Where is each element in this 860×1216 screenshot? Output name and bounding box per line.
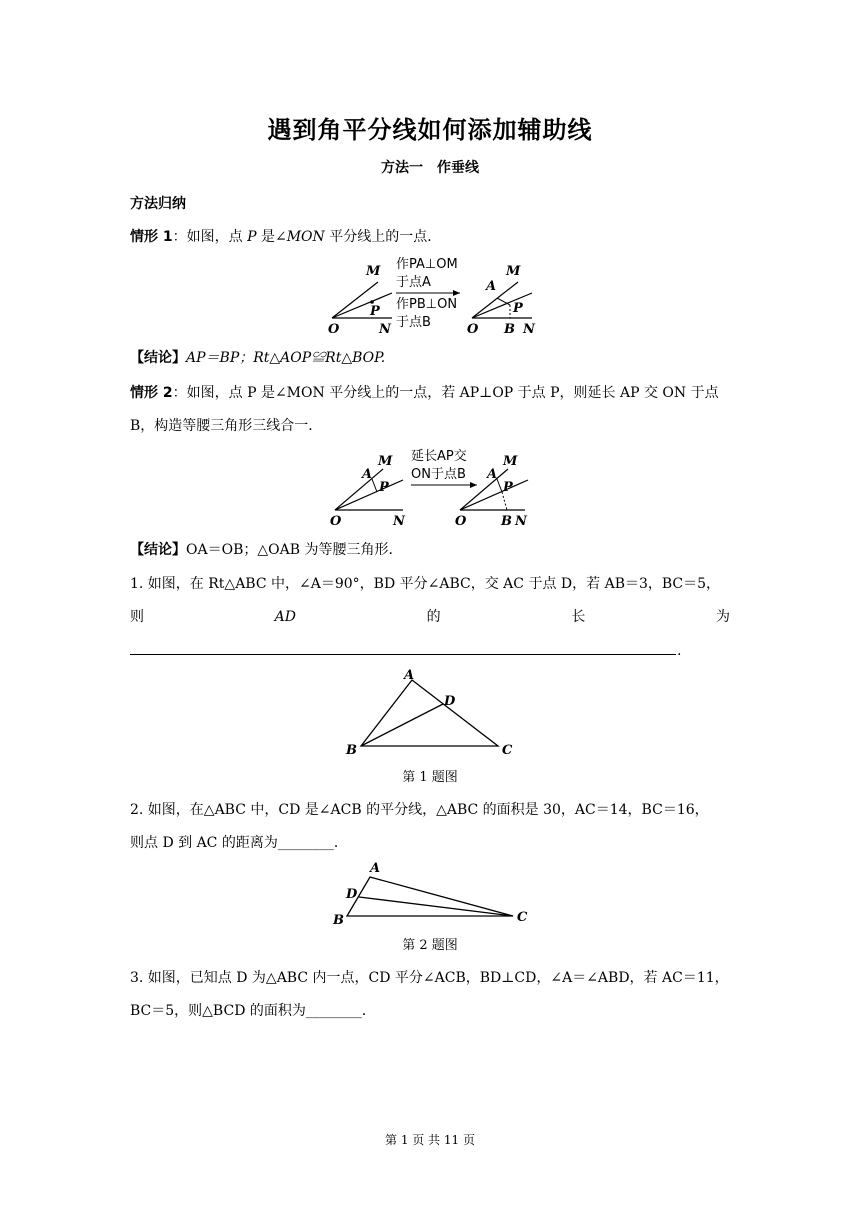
case2-diagram [325,447,540,529]
q2-line2: 则点 D 到 AC 的距离为________． [130,835,348,851]
point-P: P [503,480,513,495]
point-C: C [502,743,513,758]
q1-end: . [677,643,682,659]
q3-line1: 3. 如图，已知点 D 为△ABC 内一点，CD 平分∠ACB，BD⊥CD，∠A＝∠ABD，若 AC＝11， [130,970,729,986]
case2-text-line2: B，构造等腰三角形三线合一． [130,418,323,434]
point-B: B [333,913,344,928]
point-N: N [393,514,405,529]
case1-diagram [320,255,540,337]
point-N: N [523,322,535,337]
q2-caption: 第 2 题图 [402,938,458,953]
point-O: O [328,322,340,337]
point-A: A [486,279,497,294]
point-N: N [515,514,527,529]
page-title: 遇到角平分线如何添加辅助线 [267,116,593,144]
point-P: P [379,480,389,495]
point-M: M [378,454,393,469]
point-A: A [487,467,498,482]
q1-line1: 1. 如图，在 Rt△ABC 中，∠A＝90°，BD 平分∠ABC，交 AC 于点 D，若 AB＝3，BC＝5， [130,576,721,592]
point-B: B [501,514,512,529]
case2-conclusion: 【结论】OA＝OB；△OAB 为等腰三角形． [130,542,403,558]
q1-diagram [340,665,520,760]
page-footer: 第 1 页 共 11 页 [385,1133,475,1147]
point-M: M [366,264,381,279]
svg-text:于点B: 于点B [396,315,431,330]
svg-text:延长AP交: 延长AP交 [411,449,467,464]
point-O: O [455,514,467,529]
case1-conclusion: 【结论】AP＝BP；Rt△AOP≌Rt△BOP. [130,350,386,366]
point-P: P [370,304,380,319]
q2-diagram [325,858,535,930]
point-M: M [506,264,521,279]
q2-line1: 2. 如图，在△ABC 中，CD 是∠ACB 的平分线，△ABC 的面积是 30，AC＝14，BC＝16， [130,802,709,818]
point-N: N [379,322,391,337]
point-O: O [467,322,479,337]
point-O: O [330,514,342,529]
point-M: M [503,454,518,469]
point-P: P [513,301,523,316]
method-subtitle: 方法一 作垂线 [381,160,479,176]
point-D: D [346,887,358,902]
point-B: B [346,743,357,758]
svg-text:作PA⊥OM: 作PA⊥OM [396,257,458,272]
q3-line2: BC＝5，则△BCD 的面积为________． [130,1003,376,1019]
case2-text-line1: 情形 2：如图，点 P 是∠MON 平分线上的一点，若 AP⊥OP 于点 P，则延长 AP 交 ON 于点 [130,385,719,401]
q1-caption: 第 1 题图 [402,770,458,785]
point-A: A [370,861,381,876]
svg-text:ON于点B: ON于点B [411,467,466,482]
q1-line2: 则 AD 的 长 为 [130,609,730,625]
section-heading: 方法归纳 [130,196,186,212]
svg-text:作PB⊥ON: 作PB⊥ON [396,297,458,312]
point-A: A [362,467,373,482]
case1-text: 情形 1：如图，点 P 是∠MON 平分线上的一点． [130,229,442,245]
point-A: A [404,668,415,683]
point-C: C [517,910,528,925]
point-B: B [504,322,515,337]
point-D: D [444,694,456,709]
q1-answer-blank[interactable] [130,653,676,655]
svg-text:于点A: 于点A [396,275,431,290]
